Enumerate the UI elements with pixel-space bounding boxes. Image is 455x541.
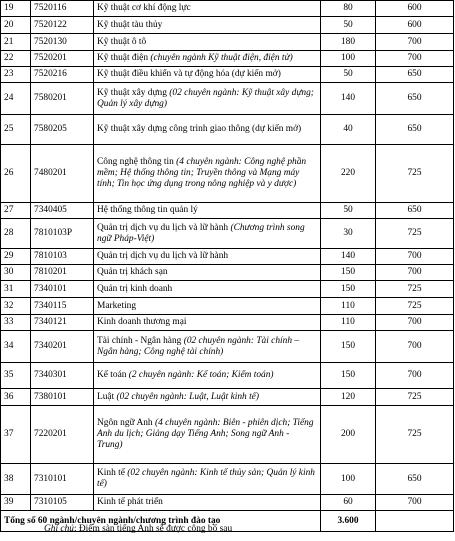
program-specializations: (02 chuyên ngành: Kinh tế thủy sản; Quản lý kinh tế)	[97, 468, 315, 489]
program-code: 7340405	[31, 203, 94, 219]
english-score: 650	[376, 83, 454, 115]
program-name	[94, 331, 321, 363]
program-code: 7380101	[31, 389, 94, 406]
english-score: 725	[376, 298, 454, 315]
english-score: 700	[376, 495, 454, 511]
enrollment-target: 80	[321, 1, 376, 17]
program-code: 7340101	[31, 281, 94, 298]
table-row	[1, 34, 454, 51]
table-row	[1, 315, 454, 331]
total-empty-cell	[376, 511, 454, 532]
english-score: 725	[376, 281, 454, 298]
enrollment-target: 50	[321, 67, 376, 83]
program-specializations: (Chương trình song ngữ Pháp-Việt)	[97, 222, 305, 244]
enrollment-target: 30	[321, 219, 376, 249]
table-row	[1, 363, 454, 389]
table-row	[1, 265, 454, 281]
program-name	[94, 298, 321, 315]
program-name	[94, 495, 321, 511]
enrollment-target: 110	[321, 298, 376, 315]
row-index: 29	[1, 249, 31, 265]
program-title: Kinh tế	[97, 468, 128, 478]
program-title: Marketing	[97, 300, 137, 311]
program-code: 7520122	[31, 17, 94, 34]
english-score: 650	[376, 464, 454, 495]
enrollment-target: 50	[321, 17, 376, 34]
program-title: Quản trị kinh doanh	[97, 283, 173, 294]
program-code: 7340301	[31, 363, 94, 389]
row-index: 35	[1, 363, 31, 389]
program-specializations: (chuyên ngành Kỹ thuật điện, điện tử)	[150, 53, 293, 63]
table-row	[1, 464, 454, 495]
enrollment-target: 110	[321, 315, 376, 331]
english-score: 725	[376, 219, 454, 249]
program-name	[94, 1, 321, 17]
program-code: 7520216	[31, 67, 94, 83]
row-index: 25	[1, 115, 31, 145]
english-score: 700	[376, 51, 454, 67]
table-row	[1, 406, 454, 464]
program-code: 7340201	[31, 331, 94, 363]
program-code: 7580205	[31, 115, 94, 145]
english-score: 700	[376, 315, 454, 331]
enrollment-target: 200	[321, 406, 376, 464]
row-index: 39	[1, 495, 31, 511]
program-code: 7480201	[31, 145, 94, 203]
program-name	[94, 51, 321, 67]
program-name	[94, 115, 321, 145]
program-name	[94, 219, 321, 249]
program-code: 7810201	[31, 265, 94, 281]
row-index: 36	[1, 389, 31, 406]
table-row	[1, 67, 454, 83]
english-score: 650	[376, 203, 454, 219]
enrollment-target: 140	[321, 249, 376, 265]
english-score: 650	[376, 67, 454, 83]
english-score: 700	[376, 249, 454, 265]
program-name	[94, 249, 321, 265]
row-index: 38	[1, 464, 31, 495]
program-specializations: (4 chuyên ngành: Công nghệ phần mềm; Hệ thống thông tin; Truyền thông và Mạng máy tính; Tin học ứng dụng trong nông nghiệp và y dược)	[97, 157, 307, 189]
program-title: Quản trị dịch vụ du lịch và lữ hành	[97, 251, 229, 261]
row-index: 34	[1, 331, 31, 363]
enrollment-target: 150	[321, 265, 376, 281]
enrollment-target: 220	[321, 145, 376, 203]
enrollment-target: 50	[321, 203, 376, 219]
program-name	[94, 389, 321, 406]
program-specializations: (2 chuyên ngành: Kế toán; Kiểm toán)	[128, 370, 274, 380]
program-title: Kỹ thuật xây dựng	[97, 87, 170, 98]
table-row	[1, 51, 454, 67]
program-name	[94, 34, 321, 51]
program-title: Kinh tế phát triển	[97, 497, 163, 507]
footnote	[44, 524, 232, 534]
program-code: 7220201	[31, 406, 94, 464]
program-name	[94, 281, 321, 298]
row-index: 37	[1, 406, 31, 464]
program-code: 7580201	[31, 83, 94, 115]
program-title: Kế toán	[97, 370, 129, 380]
program-title: Ngôn ngữ Anh	[97, 418, 155, 428]
table-row	[1, 298, 454, 315]
table-row	[1, 495, 454, 511]
row-index: 23	[1, 67, 31, 83]
english-score: 725	[376, 145, 454, 203]
table-row	[1, 145, 454, 203]
program-title: Kỹ thuật cơ khí động lực	[97, 3, 191, 13]
table-row	[1, 281, 454, 298]
program-title: Kỹ thuật tàu thủy	[97, 19, 163, 30]
english-score: 600	[376, 17, 454, 34]
row-index: 28	[1, 219, 31, 249]
table-row	[1, 1, 454, 17]
program-name	[94, 145, 321, 203]
program-title: Công nghệ thông tin	[97, 157, 177, 167]
program-title: Kỹ thuật xây dựng công trình giao thông (dự kiến mở)	[97, 124, 302, 134]
program-code: 7810103	[31, 249, 94, 265]
row-index: 20	[1, 17, 31, 34]
program-name	[94, 464, 321, 495]
enrollment-target: 100	[321, 464, 376, 495]
table-row	[1, 83, 454, 115]
program-name	[94, 315, 321, 331]
program-code: 7340115	[31, 298, 94, 315]
table-row	[1, 249, 454, 265]
program-code: 7520116	[31, 1, 94, 17]
total-label: Tổng số 60 ngành/chuyên ngành/chương trình đào tạo	[1, 511, 321, 532]
enrollment-target: 60	[321, 495, 376, 511]
row-index: 21	[1, 34, 31, 51]
program-title: Quản trị khách sạn	[97, 267, 168, 277]
english-score: 700	[376, 331, 454, 363]
table-row	[1, 17, 454, 34]
table-row	[1, 331, 454, 363]
program-title: Quản trị dịch vụ du lịch và lữ hành	[97, 222, 231, 233]
program-code: 7520130	[31, 34, 94, 51]
enrollment-target: 150	[321, 281, 376, 298]
english-score: 725	[376, 406, 454, 464]
program-code: 7520201	[31, 51, 94, 67]
program-title: Kỹ thuật điện	[97, 53, 151, 63]
row-index: 19	[1, 1, 31, 17]
enrollment-target: 120	[321, 389, 376, 406]
program-title: Tài chính - Ngân hàng	[97, 335, 184, 346]
program-title: Kinh doanh thương mại	[97, 317, 187, 327]
footnote-label: Ghi chú	[44, 524, 74, 534]
row-index: 24	[1, 83, 31, 115]
program-code: 7340121	[31, 315, 94, 331]
table-body	[1, 1, 454, 511]
table-row	[1, 115, 454, 145]
row-index: 30	[1, 265, 31, 281]
total-value: 3.600	[321, 511, 376, 532]
program-name	[94, 17, 321, 34]
program-title: Kỹ thuật ô tô	[97, 36, 147, 47]
english-score: 725	[376, 389, 454, 406]
program-name	[94, 265, 321, 281]
table-row	[1, 219, 454, 249]
program-code: 7810103P	[31, 219, 94, 249]
row-index: 33	[1, 315, 31, 331]
footnote-text: : Điểm sàn tiếng Anh sẽ được công bố sau	[73, 524, 233, 534]
program-name	[94, 83, 321, 115]
english-score: 700	[376, 265, 454, 281]
program-specializations: (02 chuyên ngành: Tài chính – Ngân hàng; Công nghệ tài chính)	[97, 335, 300, 357]
english-score: 700	[376, 363, 454, 389]
table-row	[1, 389, 454, 406]
row-index: 27	[1, 203, 31, 219]
row-index: 22	[1, 51, 31, 67]
row-index: 32	[1, 298, 31, 315]
program-code: 7310101	[31, 464, 94, 495]
english-score: 700	[376, 34, 454, 51]
program-name	[94, 203, 321, 219]
english-score: 600	[376, 1, 454, 17]
enrollment-target: 150	[321, 331, 376, 363]
row-index: 26	[1, 145, 31, 203]
program-title: Hệ thống thông tin quản lý	[97, 205, 198, 215]
program-specializations: (02 chuyên ngành: Luật, Luật kinh tế)	[116, 391, 259, 402]
program-specializations: (02 chuyên ngành: Kỹ thuật xây dựng; Quản lý xây dựng)	[97, 87, 314, 109]
enrollment-target: 40	[321, 115, 376, 145]
row-index: 31	[1, 281, 31, 298]
program-title: Luật	[97, 391, 117, 402]
table-row	[1, 203, 454, 219]
program-code: 7310105	[31, 495, 94, 511]
enrollment-target: 150	[321, 363, 376, 389]
program-specializations: (4 chuyên ngành: Biên - phiên dịch; Tiếng Anh du lịch; Giảng dạy Tiếng Anh; Song ngữ Anh - Trung)	[97, 418, 314, 450]
program-title: Kỹ thuật điều khiển và tự động hóa (dự kiến mở)	[97, 69, 281, 79]
enrollment-target: 100	[321, 51, 376, 67]
program-name	[94, 363, 321, 389]
enrollment-target: 140	[321, 83, 376, 115]
enrollment-target: 180	[321, 34, 376, 51]
program-name	[94, 406, 321, 464]
english-score: 650	[376, 115, 454, 145]
program-name	[94, 67, 321, 83]
